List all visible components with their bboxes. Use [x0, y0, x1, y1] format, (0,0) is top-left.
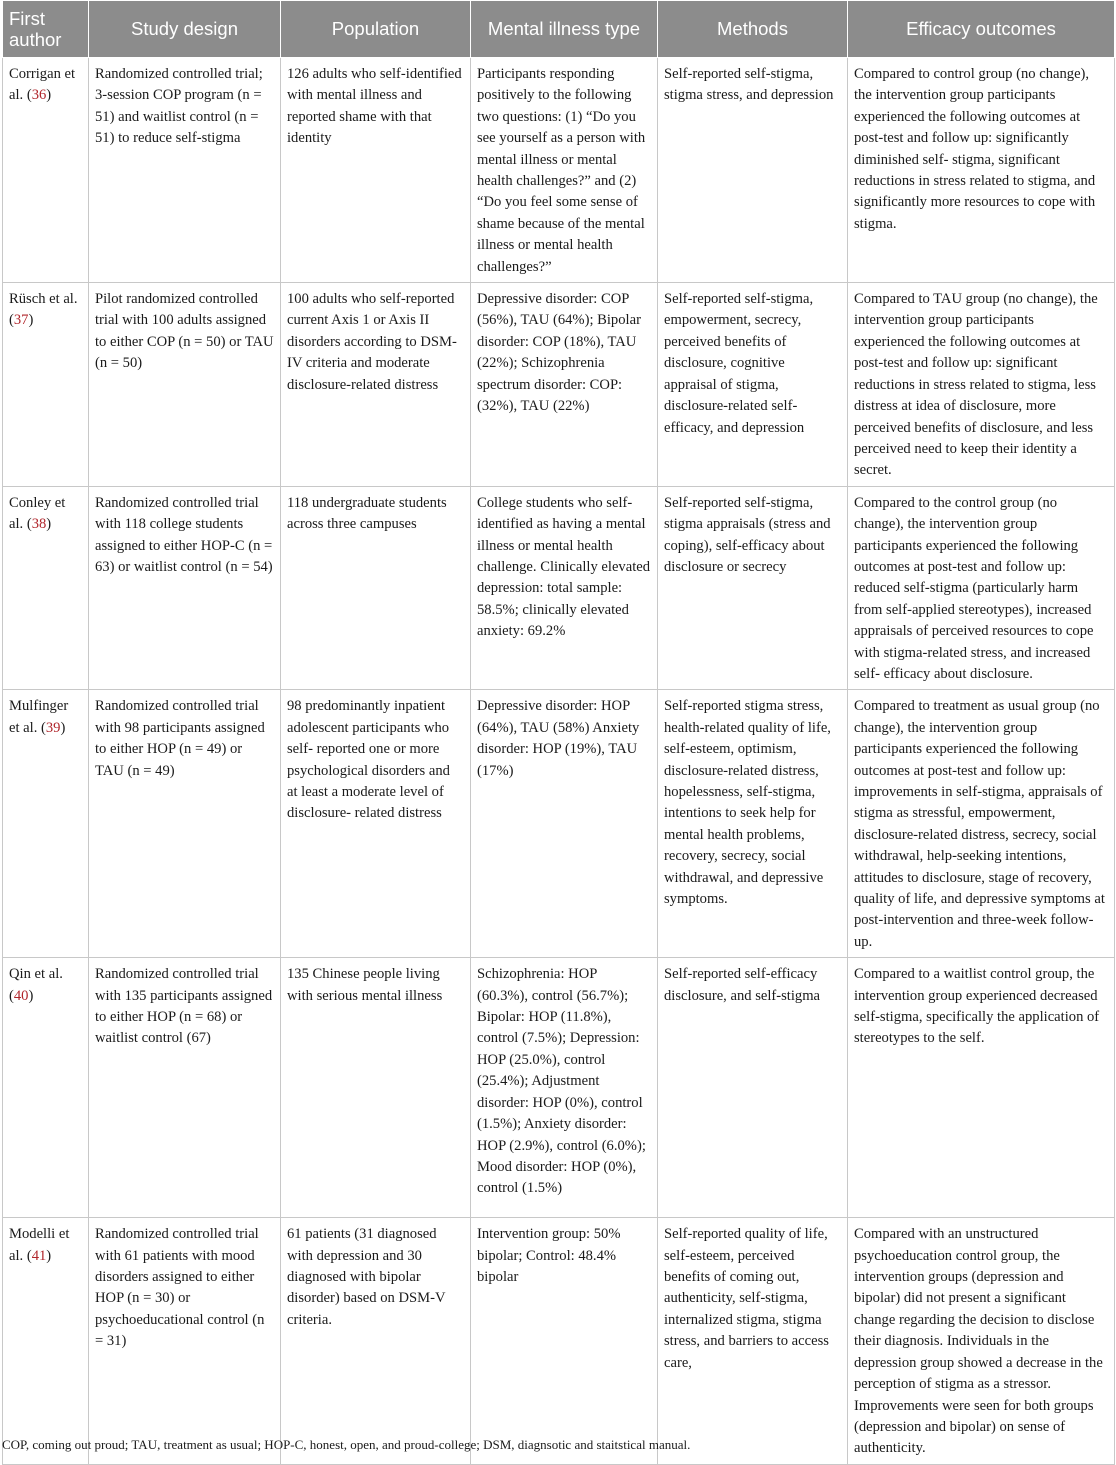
cell-population: 135 Chinese people living with serious mental illness: [281, 958, 471, 1218]
header-first-author: First author: [3, 1, 89, 58]
header-population: Population: [281, 1, 471, 58]
reference-link[interactable]: 40: [13, 987, 29, 1004]
cell-study-design: Randomized controlled trial; 3-session COP program (n = 51) and waitlist control (n = 51) to reduce self-stigma: [89, 58, 281, 283]
cell-population: 61 patients (31 diagnosed with depression and 30 diagnosed with bipolar disorder) based on DSM-V criteria.: [281, 1218, 471, 1464]
cell-mental-illness-type: Intervention group: 50% bipolar; Control: 48.4% bipolar: [471, 1218, 658, 1464]
cell-author: [3, 958, 89, 1218]
cell-efficacy-outcomes: Compared to TAU group (no change), the intervention group participants experienced the following outcomes at post-test and follow up: significant reductions in stress related to stigma, less distress at idea of disclosure, more perceived benefits of disclosure, and less perceived need to keep their identity a secret.: [848, 283, 1115, 487]
cell-population: 118 undergraduate students across three campuses: [281, 486, 471, 690]
cell-methods: Self-reported self-stigma, stigma appraisals (stress and coping), self-efficacy about disclosure or secrecy: [658, 486, 848, 690]
author-text-end: ): [60, 719, 66, 736]
author-text-end: ): [46, 1247, 52, 1264]
author-text: Mulfinger et al. (: [9, 698, 69, 736]
reference-link[interactable]: 39: [45, 719, 61, 736]
cell-mental-illness-type: Depressive disorder: HOP (64%), TAU (58%) Anxiety disorder: HOP (19%), TAU (17%): [471, 690, 658, 958]
cell-author: [3, 58, 89, 283]
header-methods: Methods: [658, 1, 848, 58]
cell-methods: Self-reported self-stigma, stigma stress, and depression: [658, 58, 848, 283]
cell-efficacy-outcomes: Compared to the control group (no change), the intervention group participants experienced the following outcomes at post-test and follow up: reduced self-stigma (particularly harm from self-applied stereotypes), increased appraisals of perceived resources to cope with stigma-related stress, and increased self- efficacy about disclosure.: [848, 486, 1115, 690]
author-text: Rüsch et al. (: [9, 291, 78, 329]
header-efficacy-outcomes: Efficacy outcomes: [848, 1, 1115, 58]
reference-link[interactable]: 37: [13, 312, 29, 329]
cell-efficacy-outcomes: Compared to control group (no change), the intervention group participants experienced the following outcomes at post-test and follow up: significantly diminished self- stigma, significant reductions in stress related to stigma, and significantly more resources to cope with stigma.: [848, 58, 1115, 283]
cell-mental-illness-type: Participants responding positively to the following two questions: (1) “Do you see yourself as a person with mental illness or mental health challenges?” and (2) “Do you feel some sense of shame because of the mental illness or mental health challenges?”: [471, 58, 658, 283]
author-text: Corrigan et al. (: [9, 66, 76, 104]
reference-link[interactable]: 36: [31, 87, 47, 104]
cell-study-design: Randomized controlled trial with 135 participants assigned to either HOP (n = 68) or waitlist control (67): [89, 958, 281, 1218]
reference-link[interactable]: 38: [31, 516, 47, 533]
cell-study-design: Randomized controlled trial with 98 participants assigned to either HOP (n = 49) or TAU (n = 49): [89, 690, 281, 958]
cell-population: 100 adults who self-reported current Axis 1 or Axis II disorders according to DSM-IV criteria and moderate disclosure-related distress: [281, 283, 471, 487]
author-text-end: ): [46, 516, 52, 533]
cell-population: 126 adults who self-identified with mental illness and reported shame with that identity: [281, 58, 471, 283]
cell-author: [3, 1218, 89, 1464]
table-row: [3, 1218, 1115, 1464]
cell-study-design: Randomized controlled trial with 118 college students assigned to either HOP-C (n = 63) or waitlist control (n = 54): [89, 486, 281, 690]
cell-methods: Self-reported self-efficacy disclosure, and self-stigma: [658, 958, 848, 1218]
header-mental-illness-type: Mental illness type: [471, 1, 658, 58]
cell-mental-illness-type: Depressive disorder: COP (56%), TAU (64%); Bipolar disorder: COP (18%), TAU (22%); Schizophrenia spectrum disorder: COP: (32%), TAU (22%): [471, 283, 658, 487]
table-footnote: COP, coming out proud; TAU, treatment as usual; HOP-C, honest, open, and proud-college; DSM, diagnsotic and staitstical manual.: [2, 1437, 691, 1452]
studies-table: [2, 0, 1115, 1465]
cell-mental-illness-type: Schizophrenia: HOP (60.3%), control (56.7%); Bipolar: HOP (11.8%), control (7.5%); Depression: HOP (25.0%), control (25.4%); Adjustment disorder: HOP (0%), control (1.5%); Anxiety disorder: HOP (2.9%), control (6.0%); Mood disorder: HOP (0%), control (1.5%): [471, 958, 658, 1218]
author-text-end: ): [28, 987, 34, 1004]
cell-author: [3, 283, 89, 487]
cell-study-design: Pilot randomized controlled trial with 100 adults assigned to either COP (n = 50) or TAU (n = 50): [89, 283, 281, 487]
cell-mental-illness-type: College students who self-identified as having a mental illness or mental health challenge. Clinically elevated depression: total sample: 58.5%; clinically elevated anxiety: 69.2%: [471, 486, 658, 690]
table-row: [3, 58, 1115, 283]
cell-author: [3, 690, 89, 958]
cell-methods: Self-reported self-stigma, empowerment, secrecy, perceived benefits of disclosure, cognitive appraisal of stigma, disclosure-related self-efficacy, and depression: [658, 283, 848, 487]
cell-study-design: Randomized controlled trial with 61 patients with mood disorders assigned to either HOP (n = 30) or psychoeducational control (n = 31): [89, 1218, 281, 1464]
table-row: [3, 283, 1115, 487]
author-text: Conley et al. (: [9, 494, 66, 533]
author-text: Modelli et al. (: [9, 1226, 70, 1264]
author-text-end: ): [46, 87, 52, 104]
reference-link[interactable]: 41: [31, 1247, 47, 1264]
header-row: [3, 1, 1115, 58]
cell-methods: Self-reported stigma stress, health-related quality of life, self-esteem, optimism, disclosure-related distress, hopelessness, self-stigma, intentions to seek help for mental health problems, recovery, secrecy, social withdrawal, and depressive symptoms.: [658, 690, 848, 958]
author-text: Qin et al. (: [9, 966, 63, 1004]
cell-population: 98 predominantly inpatient adolescent participants who self- reported one or more psychological disorders and at least a moderate level of disclosure- related distress: [281, 690, 471, 958]
author-text-end: ): [28, 312, 34, 329]
cell-methods: Self-reported quality of life, self-esteem, perceived benefits of coming out, authenticity, self-stigma, internalized stigma, stigma stress, and barriers to access care,: [658, 1218, 848, 1464]
cell-efficacy-outcomes: Compared to treatment as usual group (no change), the intervention group participants experienced the following outcomes at post-test and follow up: improvements in self-stigma, appraisals of stigma as stressful, empowerment, disclosure-related distress, secrecy, social withdrawal, help-seeking intentions, attitudes to disclosure, stage of recovery, quality of life, and depressive symptoms at post-intervention and three-week follow-up.: [848, 690, 1115, 958]
cell-author: [3, 486, 89, 690]
table-row: [3, 958, 1115, 1218]
table-row: [3, 486, 1115, 690]
header-study-design: Study design: [89, 1, 281, 58]
table-row: [3, 690, 1115, 958]
cell-efficacy-outcomes: Compared to a waitlist control group, the intervention group experienced decreased self-stigma, specifically the application of stereotypes to the self.: [848, 958, 1115, 1218]
cell-efficacy-outcomes: Compared with an unstructured psychoeducation control group, the intervention groups (depression and bipolar) did not present a significant change regarding the decision to disclose their diagnosis. Individuals in the depression group showed a decrease in the perception of stigma as a stressor. Improvements were seen for both groups (depression and bipolar) on sense of authenticity.: [848, 1218, 1115, 1464]
